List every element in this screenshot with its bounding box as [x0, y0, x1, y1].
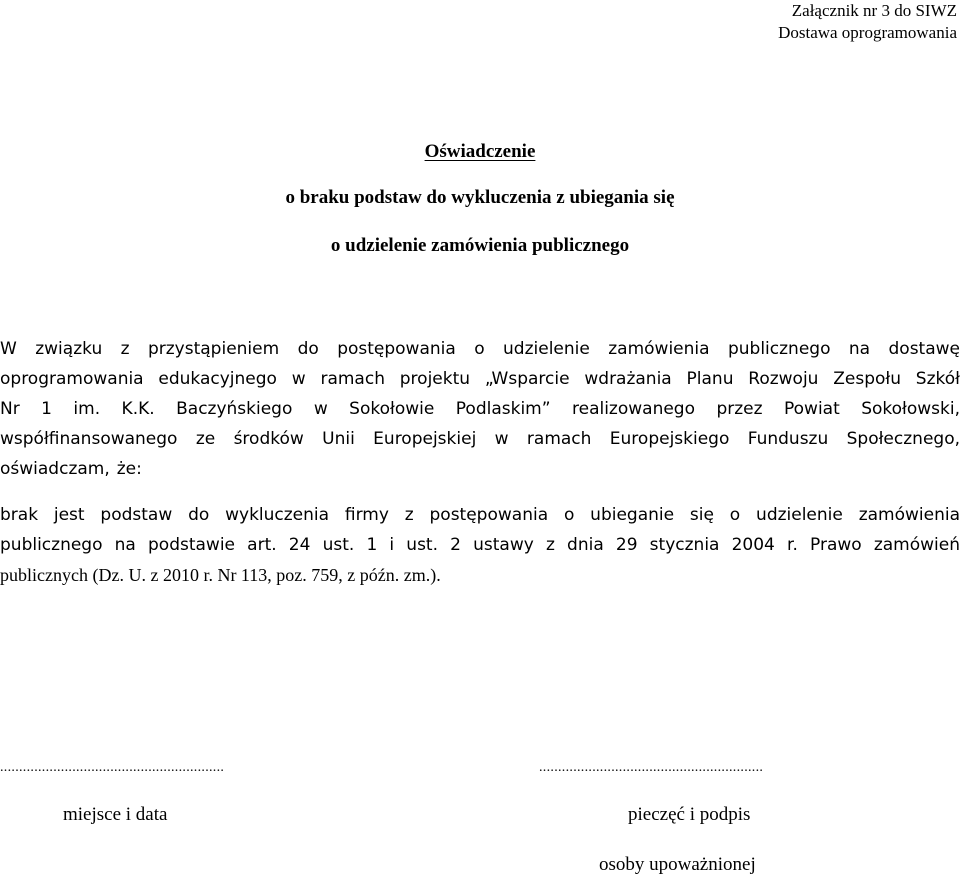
paragraph-line: oprogramowania edukacyjnego w ramach projektu „Wsparcie wdrażania Planu Rozwoju Zespołu Szkół [0, 369, 960, 389]
document-subtitle-line1: o braku podstaw do wykluczenia z ubiegania się [285, 187, 675, 208]
signature-line-left: ........................................................... [0, 760, 225, 775]
document-subtitle-line2: o udzielenie zamówienia publicznego [330, 235, 630, 256]
paragraph-line: Nr 1 im. K.K. Baczyńskiego w Sokołowie Podlaskim” realizowanego przez Powiat Sokołowski, [0, 399, 960, 419]
attachment-subject: Dostawa oprogramowania [778, 23, 957, 42]
paragraph-line: współfinansowanego ze środków Unii Europejskiej w ramach Europejskiego Funduszu Społecznego, [0, 429, 960, 449]
paragraph-line: publicznego na podstawie art. 24 ust. 1 i ust. 2 ustawy z dnia 29 stycznia 2004 r. Prawo zamówień [0, 535, 960, 555]
stamp-signature-label: pieczęć i podpis [628, 804, 751, 825]
paragraph-line: brak jest podstaw do wykluczenia firmy z postępowania o ubieganie się o udzielenie zamówienia [0, 505, 960, 525]
signature-line-right: ........................................................... [539, 760, 764, 775]
paragraph-line: publicznych (Dz. U. z 2010 r. Nr 113, poz. 759, z późn. zm.). [0, 565, 441, 585]
declaration-paragraph [0, 500, 960, 590]
authorized-person-label: osoby upoważnionej [599, 854, 756, 875]
paragraph-line: oświadczam, że: [0, 459, 142, 479]
paragraph-line: W związku z przystąpieniem do postępowania o udzielenie zamówienia publicznego na dostawę [0, 339, 960, 359]
attachment-header [778, 0, 957, 44]
attachment-number: Załącznik nr 3 do SIWZ [791, 1, 957, 20]
place-date-label: miejsce i data [63, 804, 168, 825]
intro-paragraph [0, 334, 960, 484]
document-title: Oświadczenie [424, 141, 536, 162]
